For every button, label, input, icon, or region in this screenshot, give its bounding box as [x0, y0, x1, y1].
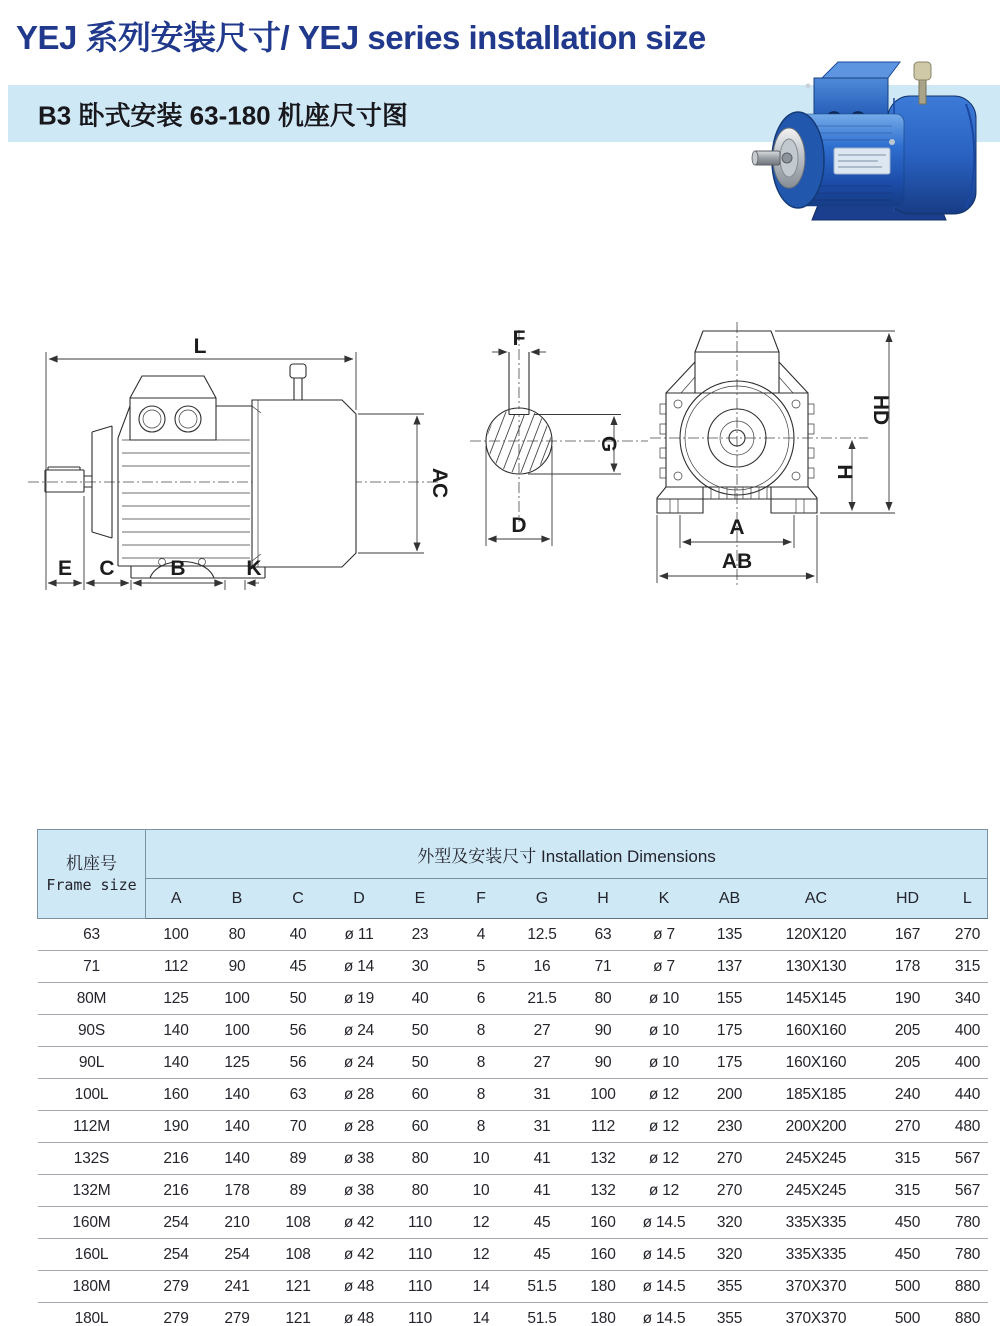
side-view-drawing — [20, 335, 465, 600]
dim-cell-K: ø 12 — [634, 1143, 695, 1175]
dim-cell-F: 14 — [451, 1303, 512, 1326]
dim-label-E: E — [57, 557, 73, 580]
frame-size-cell: 180M — [38, 1271, 146, 1303]
dim-cell-AC: 145X145 — [765, 983, 868, 1015]
table-row-132M — [38, 1175, 988, 1207]
dim-label-AC: AC — [428, 467, 451, 499]
dim-cell-K: ø 14.5 — [634, 1239, 695, 1271]
col-header-A: A — [146, 879, 207, 919]
dim-cell-F: 14 — [451, 1271, 512, 1303]
dim-cell-D: ø 42 — [329, 1207, 390, 1239]
frame-size-cell: 180L — [38, 1303, 146, 1326]
dim-cell-AB: 270 — [695, 1175, 765, 1207]
dim-cell-E: 50 — [390, 1047, 451, 1079]
dim-cell-A: 254 — [146, 1239, 207, 1271]
dim-cell-HD: 500 — [868, 1303, 948, 1326]
dim-cell-E: 110 — [390, 1271, 451, 1303]
dim-cell-L: 400 — [948, 1015, 988, 1047]
dim-cell-K: ø 10 — [634, 1015, 695, 1047]
dim-cell-K: ø 12 — [634, 1175, 695, 1207]
table-row-90S — [38, 1015, 988, 1047]
frame-size-cell: 80M — [38, 983, 146, 1015]
dim-cell-AB: 135 — [695, 919, 765, 951]
dim-cell-A: 100 — [146, 919, 207, 951]
dim-cell-F: 10 — [451, 1143, 512, 1175]
dim-cell-H: 112 — [573, 1111, 634, 1143]
dim-cell-K: ø 10 — [634, 983, 695, 1015]
dim-cell-HD: 205 — [868, 1047, 948, 1079]
dim-cell-D: ø 38 — [329, 1143, 390, 1175]
dim-cell-G: 12.5 — [512, 919, 573, 951]
table-row-180M — [38, 1271, 988, 1303]
dim-cell-K: ø 14.5 — [634, 1303, 695, 1326]
table-row-160L — [38, 1239, 988, 1271]
frame-size-cell: 132S — [38, 1143, 146, 1175]
dim-cell-E: 110 — [390, 1303, 451, 1326]
dim-cell-H: 63 — [573, 919, 634, 951]
dim-cell-E: 40 — [390, 983, 451, 1015]
section-centerlines — [470, 330, 648, 522]
dim-cell-G: 31 — [512, 1079, 573, 1111]
dim-cell-A: 216 — [146, 1175, 207, 1207]
dim-cell-F: 12 — [451, 1239, 512, 1271]
dim-cell-D: ø 14 — [329, 951, 390, 983]
front-view-dimensions — [657, 331, 895, 583]
dim-cell-E: 50 — [390, 1015, 451, 1047]
dim-cell-A: 190 — [146, 1111, 207, 1143]
dim-cell-B: 241 — [207, 1271, 268, 1303]
frame-size-cell: 90S — [38, 1015, 146, 1047]
dimensions-table-wrap — [37, 829, 988, 1326]
dim-label-H: H — [833, 464, 856, 480]
dim-cell-G: 41 — [512, 1143, 573, 1175]
frame-size-cell: 160L — [38, 1239, 146, 1271]
front-view-drawing — [645, 318, 945, 590]
dim-cell-AC: 160X160 — [765, 1015, 868, 1047]
dim-cell-AB: 175 — [695, 1015, 765, 1047]
col-header-HD: HD — [868, 879, 948, 919]
dim-cell-H: 90 — [573, 1047, 634, 1079]
dim-cell-L: 567 — [948, 1143, 988, 1175]
dim-cell-D: ø 19 — [329, 983, 390, 1015]
dim-cell-G: 31 — [512, 1111, 573, 1143]
dim-cell-HD: 167 — [868, 919, 948, 951]
dim-cell-A: 279 — [146, 1271, 207, 1303]
table-header — [38, 830, 988, 919]
shaft-section-drawing — [465, 325, 655, 560]
frame-size-header-en: Frame size — [46, 875, 137, 894]
dim-cell-AC: 130X130 — [765, 951, 868, 983]
table-row-80M — [38, 983, 988, 1015]
dim-cell-K: ø 14.5 — [634, 1271, 695, 1303]
dimensions-table — [37, 829, 988, 1326]
dim-cell-C: 121 — [268, 1303, 329, 1326]
dim-cell-C: 56 — [268, 1047, 329, 1079]
col-header-H: H — [573, 879, 634, 919]
dim-cell-B: 125 — [207, 1047, 268, 1079]
dim-cell-H: 71 — [573, 951, 634, 983]
col-header-AB: AB — [695, 879, 765, 919]
dim-cell-H: 180 — [573, 1271, 634, 1303]
dim-cell-K: ø 7 — [634, 951, 695, 983]
dim-label-AB: AB — [721, 550, 753, 573]
table-row-132S — [38, 1143, 988, 1175]
dim-label-D: D — [511, 514, 527, 537]
dim-cell-HD: 450 — [868, 1207, 948, 1239]
dim-cell-C: 50 — [268, 983, 329, 1015]
dim-cell-C: 108 — [268, 1239, 329, 1271]
table-row-112M — [38, 1111, 988, 1143]
dim-cell-F: 10 — [451, 1175, 512, 1207]
col-header-G: G — [512, 879, 573, 919]
dim-cell-F: 12 — [451, 1207, 512, 1239]
dim-cell-E: 60 — [390, 1079, 451, 1111]
frame-size-header-zh: 机座号 — [66, 853, 117, 873]
dim-cell-D: ø 48 — [329, 1303, 390, 1326]
dim-cell-C: 89 — [268, 1175, 329, 1207]
dim-cell-D: ø 24 — [329, 1015, 390, 1047]
dim-cell-HD: 500 — [868, 1271, 948, 1303]
table-row-100L — [38, 1079, 988, 1111]
section-subtitle: B3 卧式安装 63-180 机座尺寸图 — [38, 100, 408, 130]
dim-label-C: C — [99, 557, 115, 580]
page-title: YEJ 系列安装尺寸/ YEJ series installation size — [16, 19, 706, 56]
dim-cell-D: ø 24 — [329, 1047, 390, 1079]
dim-cell-AB: 175 — [695, 1047, 765, 1079]
dim-cell-K: ø 7 — [634, 919, 695, 951]
dim-cell-B: 279 — [207, 1303, 268, 1326]
dim-cell-H: 132 — [573, 1143, 634, 1175]
dim-cell-A: 216 — [146, 1143, 207, 1175]
dim-cell-L: 440 — [948, 1079, 988, 1111]
frame-size-cell: 63 — [38, 919, 146, 951]
dim-cell-G: 51.5 — [512, 1271, 573, 1303]
dim-cell-AC: 370X370 — [765, 1271, 868, 1303]
dim-cell-C: 89 — [268, 1143, 329, 1175]
dim-cell-C: 56 — [268, 1015, 329, 1047]
dim-cell-B: 140 — [207, 1079, 268, 1111]
dim-cell-L: 880 — [948, 1271, 988, 1303]
dim-cell-B: 90 — [207, 951, 268, 983]
dim-label-HD: HD — [869, 394, 892, 426]
dim-cell-E: 80 — [390, 1143, 451, 1175]
dim-cell-G: 27 — [512, 1047, 573, 1079]
dim-cell-L: 880 — [948, 1303, 988, 1326]
dim-cell-AB: 137 — [695, 951, 765, 983]
dim-cell-HD: 315 — [868, 1143, 948, 1175]
dim-cell-E: 23 — [390, 919, 451, 951]
dim-cell-AB: 200 — [695, 1079, 765, 1111]
table-body — [38, 919, 988, 1326]
dim-cell-C: 63 — [268, 1079, 329, 1111]
col-header-D: D — [329, 879, 390, 919]
dim-cell-A: 279 — [146, 1303, 207, 1326]
dim-cell-A: 112 — [146, 951, 207, 983]
dim-cell-G: 45 — [512, 1239, 573, 1271]
dim-cell-AC: 200X200 — [765, 1111, 868, 1143]
dim-cell-G: 27 — [512, 1015, 573, 1047]
dim-cell-K: ø 10 — [634, 1047, 695, 1079]
dim-cell-G: 51.5 — [512, 1303, 573, 1326]
dim-label-B: B — [170, 557, 186, 580]
frame-size-header — [38, 830, 146, 919]
dim-cell-F: 5 — [451, 951, 512, 983]
dim-cell-AB: 230 — [695, 1111, 765, 1143]
installation-dimensions-header: 外型及安装尺寸 Installation Dimensions — [146, 830, 988, 879]
dim-cell-B: 178 — [207, 1175, 268, 1207]
table-row-71 — [38, 951, 988, 983]
dim-cell-AB: 355 — [695, 1271, 765, 1303]
dim-cell-B: 140 — [207, 1143, 268, 1175]
dim-cell-AC: 160X160 — [765, 1047, 868, 1079]
dim-cell-K: ø 14.5 — [634, 1207, 695, 1239]
frame-size-cell: 132M — [38, 1175, 146, 1207]
dim-cell-AC: 245X245 — [765, 1143, 868, 1175]
dim-cell-G: 41 — [512, 1175, 573, 1207]
dim-cell-D: ø 48 — [329, 1271, 390, 1303]
table-row-90L — [38, 1047, 988, 1079]
dim-cell-B: 80 — [207, 919, 268, 951]
dim-cell-AB: 270 — [695, 1143, 765, 1175]
terminal-box — [130, 376, 216, 440]
dim-cell-E: 60 — [390, 1111, 451, 1143]
dim-cell-C: 121 — [268, 1271, 329, 1303]
dim-cell-D: ø 28 — [329, 1111, 390, 1143]
dim-cell-H: 80 — [573, 983, 634, 1015]
dim-cell-L: 270 — [948, 919, 988, 951]
col-header-C: C — [268, 879, 329, 919]
dim-cell-E: 110 — [390, 1239, 451, 1271]
frame-size-cell: 90L — [38, 1047, 146, 1079]
dim-cell-AB: 320 — [695, 1207, 765, 1239]
dim-cell-D: ø 42 — [329, 1239, 390, 1271]
dim-cell-H: 180 — [573, 1303, 634, 1326]
dim-cell-B: 254 — [207, 1239, 268, 1271]
dim-cell-AC: 185X185 — [765, 1079, 868, 1111]
dim-cell-F: 8 — [451, 1111, 512, 1143]
dim-cell-L: 567 — [948, 1175, 988, 1207]
dim-cell-H: 160 — [573, 1239, 634, 1271]
dim-cell-C: 70 — [268, 1111, 329, 1143]
dim-cell-C: 45 — [268, 951, 329, 983]
col-header-AC: AC — [765, 879, 868, 919]
dim-cell-G: 45 — [512, 1207, 573, 1239]
dim-cell-C: 40 — [268, 919, 329, 951]
dim-label-A: A — [729, 516, 745, 539]
dim-cell-B: 210 — [207, 1207, 268, 1239]
dim-cell-G: 16 — [512, 951, 573, 983]
dim-cell-D: ø 28 — [329, 1079, 390, 1111]
dim-cell-HD: 240 — [868, 1079, 948, 1111]
dim-cell-HD: 190 — [868, 983, 948, 1015]
table-row-160M — [38, 1207, 988, 1239]
frame-size-cell: 112M — [38, 1111, 146, 1143]
dim-cell-H: 132 — [573, 1175, 634, 1207]
dim-cell-L: 780 — [948, 1239, 988, 1271]
dim-cell-L: 480 — [948, 1111, 988, 1143]
dim-cell-AC: 120X120 — [765, 919, 868, 951]
dim-cell-D: ø 11 — [329, 919, 390, 951]
dim-cell-AC: 335X335 — [765, 1239, 868, 1271]
dim-cell-AC: 370X370 — [765, 1303, 868, 1326]
dim-cell-L: 315 — [948, 951, 988, 983]
eyebolt — [290, 364, 306, 378]
dim-label-F: F — [512, 327, 526, 350]
dim-cell-B: 140 — [207, 1111, 268, 1143]
dim-cell-H: 100 — [573, 1079, 634, 1111]
col-header-B: B — [207, 879, 268, 919]
dim-cell-AC: 245X245 — [765, 1175, 868, 1207]
col-header-E: E — [390, 879, 451, 919]
column-header-row — [38, 879, 988, 919]
dim-cell-F: 8 — [451, 1047, 512, 1079]
dim-cell-H: 90 — [573, 1015, 634, 1047]
col-header-F: F — [451, 879, 512, 919]
dim-cell-AC: 335X335 — [765, 1207, 868, 1239]
dim-cell-L: 780 — [948, 1207, 988, 1239]
dim-cell-AB: 320 — [695, 1239, 765, 1271]
dim-cell-HD: 205 — [868, 1015, 948, 1047]
dim-cell-AB: 155 — [695, 983, 765, 1015]
dim-cell-AB: 355 — [695, 1303, 765, 1326]
dim-cell-A: 254 — [146, 1207, 207, 1239]
dim-label-K: K — [246, 557, 262, 580]
dim-label-L: L — [193, 335, 207, 358]
frame-size-cell: 100L — [38, 1079, 146, 1111]
dim-cell-K: ø 12 — [634, 1111, 695, 1143]
dim-cell-HD: 315 — [868, 1175, 948, 1207]
dim-cell-H: 160 — [573, 1207, 634, 1239]
dim-cell-K: ø 12 — [634, 1079, 695, 1111]
dim-cell-F: 8 — [451, 1079, 512, 1111]
dim-cell-HD: 178 — [868, 951, 948, 983]
dim-label-G: G — [597, 435, 620, 453]
cooling-fins — [122, 440, 250, 558]
frame-size-cell: 160M — [38, 1207, 146, 1239]
dim-cell-E: 30 — [390, 951, 451, 983]
dim-cell-F: 4 — [451, 919, 512, 951]
dim-cell-HD: 450 — [868, 1239, 948, 1271]
dim-cell-B: 100 — [207, 1015, 268, 1047]
col-header-L: L — [948, 879, 988, 919]
dim-cell-D: ø 38 — [329, 1175, 390, 1207]
dim-cell-L: 340 — [948, 983, 988, 1015]
motor-illustration — [752, 62, 976, 220]
dim-cell-G: 21.5 — [512, 983, 573, 1015]
fan-cowl — [252, 364, 356, 567]
col-header-K: K — [634, 879, 695, 919]
table-row-63 — [38, 919, 988, 951]
dim-cell-A: 125 — [146, 983, 207, 1015]
dim-cell-L: 400 — [948, 1047, 988, 1079]
dim-cell-F: 6 — [451, 983, 512, 1015]
dim-cell-A: 140 — [146, 1047, 207, 1079]
dim-cell-E: 80 — [390, 1175, 451, 1207]
dim-cell-C: 108 — [268, 1207, 329, 1239]
side-view-dimensions — [46, 335, 451, 590]
table-row-180L — [38, 1303, 988, 1326]
dim-cell-B: 100 — [207, 983, 268, 1015]
frame-size-cell: 71 — [38, 951, 146, 983]
dim-cell-F: 8 — [451, 1015, 512, 1047]
dim-cell-E: 110 — [390, 1207, 451, 1239]
dim-cell-A: 140 — [146, 1015, 207, 1047]
dim-cell-A: 160 — [146, 1079, 207, 1111]
motor-product-photo — [742, 52, 998, 230]
dim-cell-HD: 270 — [868, 1111, 948, 1143]
